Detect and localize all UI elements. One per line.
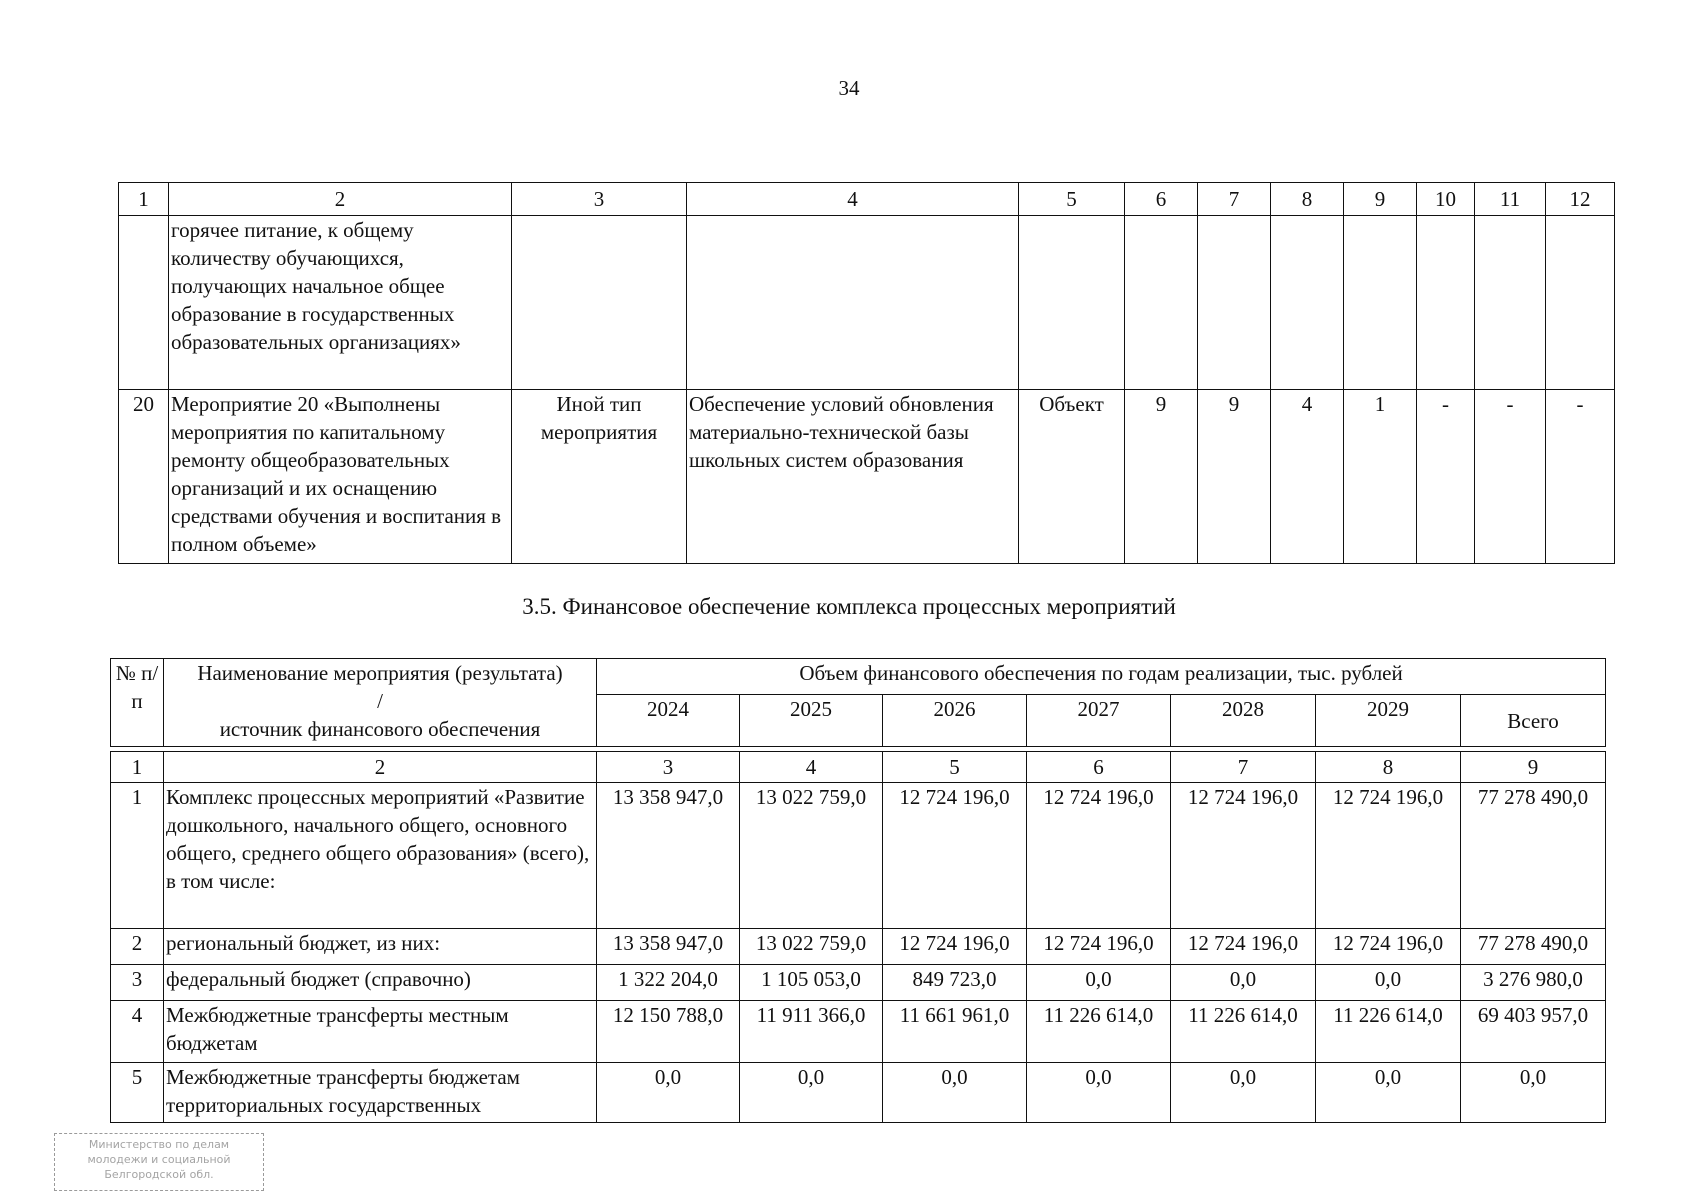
amount-cell: 0,0 <box>1461 1063 1606 1123</box>
total-header: Всего <box>1461 695 1606 747</box>
amount-cell: 3 276 980,0 <box>1461 965 1606 1001</box>
table-cell: - <box>1417 390 1475 564</box>
financing-table <box>110 658 1606 1123</box>
amount-cell: 77 278 490,0 <box>1461 929 1606 965</box>
table-cell: - <box>1475 390 1546 564</box>
column-number: 6 <box>1027 752 1171 783</box>
table-cell: 1 <box>1344 390 1417 564</box>
column-number: 4 <box>740 752 883 783</box>
row-name: Межбюджетные трансферты местным бюджетам <box>164 1001 597 1063</box>
year-header: 2027 <box>1027 695 1171 747</box>
amount-cell: 11 226 614,0 <box>1027 1001 1171 1063</box>
column-number: 3 <box>597 752 740 783</box>
stamp-line: молодежи и социальной <box>87 1153 231 1166</box>
row-number: 3 <box>111 965 164 1001</box>
year-header: 2025 <box>740 695 883 747</box>
activity-name-continued: горячее питание, к общему количеству обучающихся, получающих начальное общее образование в государственных образовательных организациях» <box>169 216 512 390</box>
amount-cell: 13 022 759,0 <box>740 783 883 929</box>
header-name-line: / <box>377 689 383 713</box>
activity-type: Иной тип мероприятия <box>512 390 687 564</box>
year-header: 2026 <box>883 695 1027 747</box>
amount-cell: 12 724 196,0 <box>883 929 1027 965</box>
column-number: 7 <box>1198 183 1271 216</box>
table-row <box>111 965 1606 1001</box>
row-name: региональный бюджет, из них: <box>164 929 597 965</box>
amount-cell: 12 724 196,0 <box>1171 783 1316 929</box>
amount-cell: 69 403 957,0 <box>1461 1001 1606 1063</box>
amount-cell: 0,0 <box>1027 965 1171 1001</box>
stamp-line: Белгородской обл. <box>104 1168 214 1181</box>
table-row <box>119 390 1615 564</box>
row-name: Комплекс процессных мероприятий «Развитие дошкольного, начального общего, основного общего, среднего общего образования» (всего), в том числе: <box>164 783 597 929</box>
table-row <box>111 783 1606 929</box>
amount-cell: 12 724 196,0 <box>1316 929 1461 965</box>
amount-cell: 0,0 <box>1171 965 1316 1001</box>
column-number: 5 <box>883 752 1027 783</box>
amount-cell: 1 105 053,0 <box>740 965 883 1001</box>
row-name: федеральный бюджет (справочно) <box>164 965 597 1001</box>
amount-cell: 13 358 947,0 <box>597 783 740 929</box>
column-number: 6 <box>1125 183 1198 216</box>
amount-cell: 12 724 196,0 <box>1316 783 1461 929</box>
amount-cell: 1 322 204,0 <box>597 965 740 1001</box>
column-number-row <box>111 752 1606 783</box>
amount-cell: 0,0 <box>883 1063 1027 1123</box>
section-heading: 3.5. Финансовое обеспечение комплекса процессных мероприятий <box>522 594 1176 619</box>
column-number: 9 <box>1461 752 1606 783</box>
amount-cell: 11 661 961,0 <box>883 1001 1027 1063</box>
amount-cell: 13 358 947,0 <box>597 929 740 965</box>
column-number: 11 <box>1475 183 1546 216</box>
column-number: 1 <box>119 183 169 216</box>
column-number: 4 <box>687 183 1019 216</box>
column-number: 5 <box>1019 183 1125 216</box>
row-number: 5 <box>111 1063 164 1123</box>
amount-cell: 12 724 196,0 <box>1027 783 1171 929</box>
amount-cell: 849 723,0 <box>883 965 1027 1001</box>
amount-cell: 11 226 614,0 <box>1316 1001 1461 1063</box>
table-row <box>111 1001 1606 1063</box>
table-cell: - <box>1546 390 1615 564</box>
activities-table <box>118 182 1615 564</box>
row-name: Межбюджетные трансферты бюджетам территориальных государственных <box>164 1063 597 1123</box>
registration-stamp <box>54 1133 264 1191</box>
column-number: 10 <box>1417 183 1475 216</box>
row-number: 2 <box>111 929 164 965</box>
column-number: 2 <box>164 752 597 783</box>
table-cell: 9 <box>1125 390 1198 564</box>
amount-cell: 0,0 <box>740 1063 883 1123</box>
header-number: № п/п <box>111 659 164 747</box>
amount-cell: 0,0 <box>1027 1063 1171 1123</box>
column-number: 8 <box>1271 183 1344 216</box>
amount-cell: 12 724 196,0 <box>1027 929 1171 965</box>
year-header: 2029 <box>1316 695 1461 747</box>
amount-cell: 0,0 <box>1316 965 1461 1001</box>
header-name-line: Наименование мероприятия (результата) <box>197 661 563 685</box>
amount-cell: 0,0 <box>1171 1063 1316 1123</box>
amount-cell: 12 724 196,0 <box>1171 929 1316 965</box>
amount-cell: 12 150 788,0 <box>597 1001 740 1063</box>
column-number: 12 <box>1546 183 1615 216</box>
activity-name: Мероприятие 20 «Выполнены мероприятия по капитальному ремонту общеобразовательных организаций и их оснащению средствами обучения и воспитания в полном объеме» <box>169 390 512 564</box>
header-row <box>111 659 1606 695</box>
amount-cell: 11 226 614,0 <box>1171 1001 1316 1063</box>
amount-cell: 13 022 759,0 <box>740 929 883 965</box>
header-volume: Объем финансового обеспечения по годам реализации, тыс. рублей <box>597 659 1606 695</box>
column-number: 7 <box>1171 752 1316 783</box>
amount-cell: 11 911 366,0 <box>740 1001 883 1063</box>
row-number: 4 <box>111 1001 164 1063</box>
amount-cell: 0,0 <box>1316 1063 1461 1123</box>
page-number: 34 <box>838 76 860 100</box>
amount-cell: 77 278 490,0 <box>1461 783 1606 929</box>
year-header: 2028 <box>1171 695 1316 747</box>
table-row <box>111 929 1606 965</box>
table-cell: 4 <box>1271 390 1344 564</box>
column-number: 3 <box>512 183 687 216</box>
column-number-row <box>119 183 1615 216</box>
column-number: 9 <box>1344 183 1417 216</box>
column-number: 2 <box>169 183 512 216</box>
column-number: 1 <box>111 752 164 783</box>
column-number: 8 <box>1316 752 1461 783</box>
year-header: 2024 <box>597 695 740 747</box>
row-number: 1 <box>111 783 164 929</box>
table-row <box>111 1063 1606 1123</box>
header-name <box>164 659 597 747</box>
row-number: 20 <box>119 390 169 564</box>
unit-of-measure: Объект <box>1019 390 1125 564</box>
activity-characteristic: Обеспечение условий обновления материально-технической базы школьных систем образования <box>687 390 1019 564</box>
header-name-line: источник финансового обеспечения <box>219 717 541 741</box>
table-row <box>119 216 1615 390</box>
stamp-line: Министерство по делам <box>88 1138 230 1151</box>
table-cell: 9 <box>1198 390 1271 564</box>
amount-cell: 0,0 <box>597 1063 740 1123</box>
amount-cell: 12 724 196,0 <box>883 783 1027 929</box>
